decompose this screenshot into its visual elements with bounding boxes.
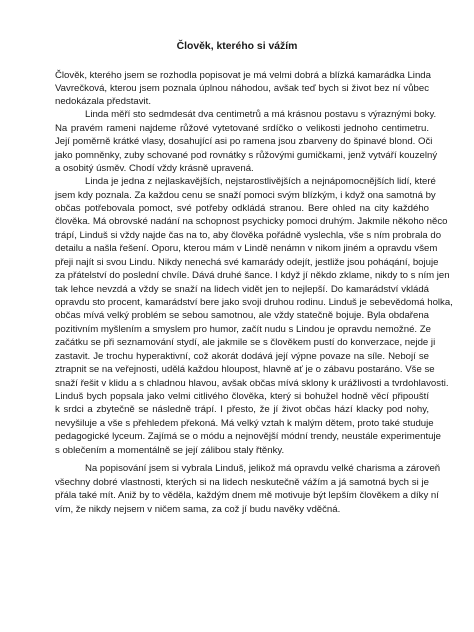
paragraph-line: ztrapnit se na veřejnosti, udělá každou hloupost, hlavně ať je o zábavu postaráno. Vše se [55,364,435,375]
paragraph-line: pedagogické lyceum. Zajímá se o módu a nejnovější módní trendy, neustále experimentuje [55,431,441,442]
paragraph-line: k srdci a zbytečně se následně trápí. I přesto, že jí život občas hází klacky pod nohy, [55,404,429,415]
paragraph-line: Vavrečková, kterou jsem poznala úplnou náhodou, avšak teď bych si život bez ní vůbec [55,83,429,94]
paragraph-line: Na popisování jsem si vybrala Linduš, jelikož má opravdu velké charisma a zároveň [85,463,441,474]
paragraph-line: s oblečením a momentálně se její zálibou staly řtěnky. [55,445,285,456]
paragraph-line: a osobitý úsměv. Chodí vždy krásně upravená. [55,163,254,174]
document-title: Člověk, kterého si vážím [176,41,298,52]
paragraph-line: jsem kdy poznala. Za každou cenu se snaží pomoci svým blízkým, i když ona samotná by [55,190,436,201]
paragraph-line: snaží řešit v klidu a s chladnou hlavou, avšak občas mívá sklony k urážlivosti a tvrdohlavosti. [55,378,449,389]
paragraph-line: opravdu sto procent, kamarádství bere jako svoji druhou rodinu. Linduš je sebevědomá holka, [55,297,453,308]
paragraph-line: Linda měří sto sedmdesát dva centimetrů a má krásnou postavu s výraznými boky. [85,109,437,120]
paragraph-line: detailu a našla řešení. Oporu, kterou mám v Lindě nenámn v nikom jiném a opravdu všem [55,243,438,254]
paragraph-line: začátku se při seznamování stydí, ale jakmile se s člověkem pustí do konverzace, nejde ji [55,337,436,348]
paragraph-line: přála také mít. Aniž by to věděla, každým dnem mě motivuje být lepším člověkem a díky ní [55,490,439,501]
paragraph-line: nevyšiluje a vše s přehledem překoná. Má velký vztah k malým dětem, proto také studuje [55,418,434,429]
paragraph-line: přeji najít si svou Lindu. Nikdy nenechá své kamarády odejít, jestliže jsou poháqání, bojuje [55,257,439,268]
paragraph-line: všechny dobré vlastnosti, kterých si na lidech neskutečně vážím a já samotná bych si je [55,477,429,488]
paragraph-line: Její poměrně krátké vlasy, dosahující asi po ramena jsou zbarveny do špinavé blond. Oči [55,136,433,147]
paragraph-line: tak lehce nevzdá a vždy se snaží na lidech vidět jen to nejlepší. Do kamarádství vkládá [55,284,429,295]
paragraph-line: Linduš bych popsala jako velmi citlivého člověka, který si bohužel hodně věcí připouští [55,391,429,402]
paragraph-line: trápí, Linduš si vždy najde čas na to, aby člověka pořádně vyslechla, vše s ním probrala do [55,230,442,241]
paragraph-line: člověka. Má obrovské nadání na schopnost psychicky pomoci druhým. Jakmile někoho něco [55,216,448,227]
paragraph-line: pozitivním myšlením a smyslem pro humor, začít nudu s Lindou je opravdu nemožné. Ze [55,324,431,335]
paragraph-line: jako pomněnky, zuby schované pod rovnátky s růžovými gumičkami, jenž vytváří kouzelný [55,150,438,161]
paragraph-line: občas potřebovala pomoct, své potřeby odkládá stranou. Bere ohled na city každého [55,203,429,214]
paragraph-line: zastavit. Je trochu hyperaktivní, což akorát dodává její výpne povaze na síle. Nebojí se [55,351,429,362]
paragraph-line: nedokázala představit. [55,96,151,107]
paragraph-line: Linda je jedna z nejlaskavějších, nejstarostlivějších a nejnápomocnějších lidí, které [85,176,436,187]
paragraph-line: Člověk, kterého jsem se rozhodla popisovat je má velmi dobrá a blízká kamarádka Linda [55,70,431,81]
paragraph-line: vím, že nikdy nejsem v ničem sama, za což jí budu navěky vděčná. [55,504,341,515]
paragraph-line: za přátelství do poslední chvíle. Dává druhé šance. I když jí někdo zklame, nikdy to s ním jen [55,270,450,281]
paragraph-line: občas mívá velký problém se sebou samotnou, ale vždy statečně bojuje. Byla obdařena [55,310,429,321]
paragraph-line: Na pravém rameni najdeme růžové vytetované srdíčko o velikosti jednoho centimetru. [55,123,429,134]
